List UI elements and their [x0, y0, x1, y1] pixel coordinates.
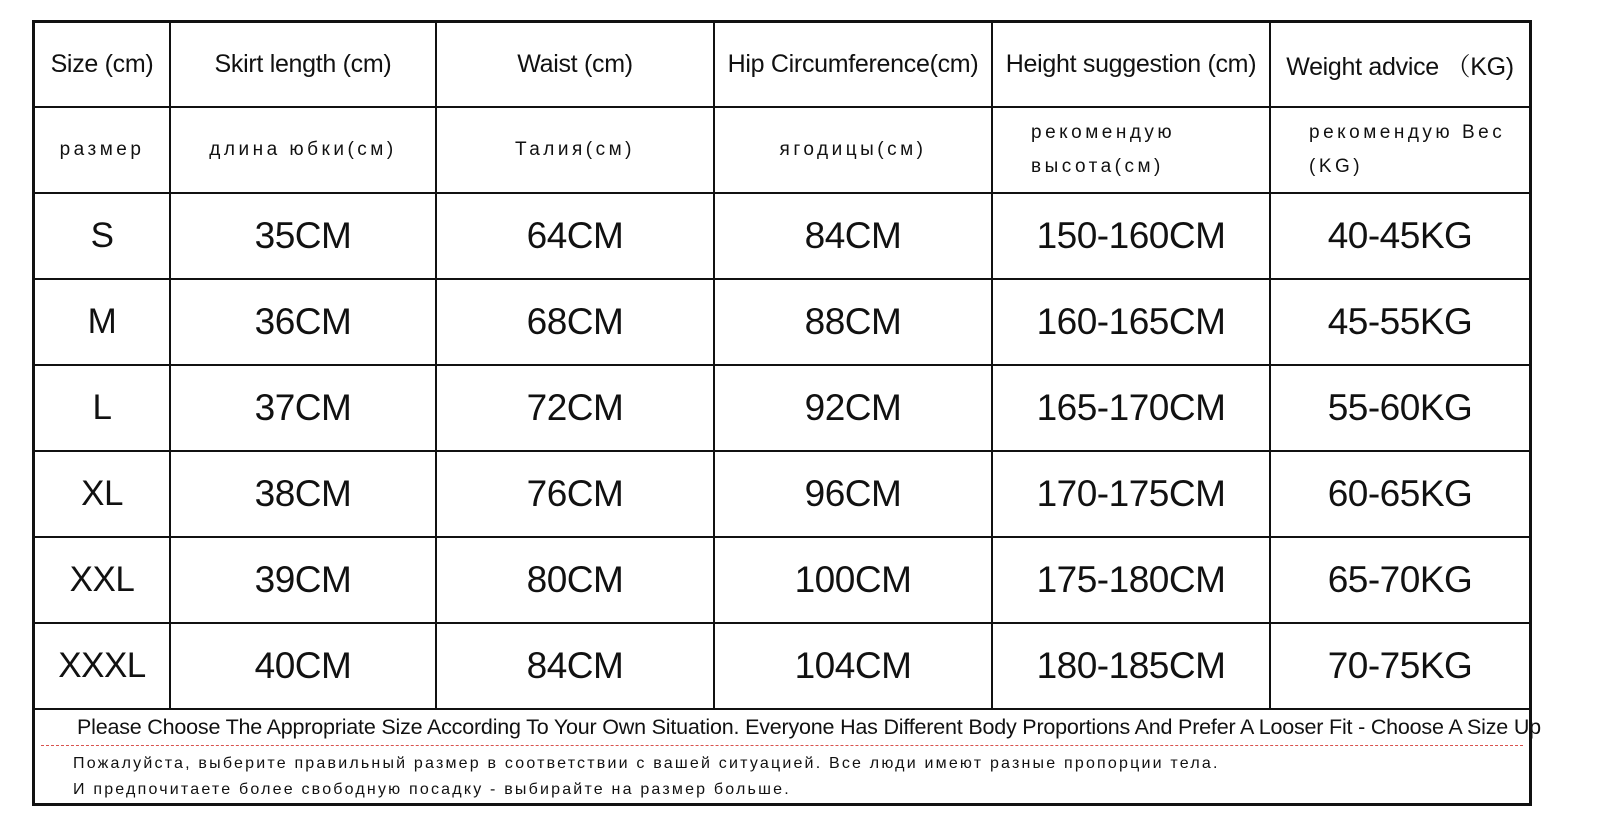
skirt-length-cell: 36CM — [170, 279, 436, 365]
size-notes — [35, 705, 1541, 803]
weight-cell: 70-75KG — [1270, 623, 1529, 709]
height-cell: 180-185CM — [992, 623, 1270, 709]
height-cell: 175-180CM — [992, 537, 1270, 623]
height-cell: 160-165CM — [992, 279, 1270, 365]
header-ru-size: размер — [35, 107, 170, 193]
hip-cell: 104CM — [714, 623, 992, 709]
waist-cell: 80CM — [436, 537, 714, 623]
weight-cell: 55-60KG — [1270, 365, 1529, 451]
size-cell: XXL — [35, 537, 170, 623]
weight-cell: 45-55KG — [1270, 279, 1529, 365]
weight-cell: 40-45KG — [1270, 193, 1529, 279]
header-ru-waist: Талия(см) — [436, 107, 714, 193]
waist-cell: 76CM — [436, 451, 714, 537]
height-cell: 165-170CM — [992, 365, 1270, 451]
header-weight-advice: Weight advice （KG) — [1270, 23, 1529, 107]
skirt-length-cell: 37CM — [170, 365, 436, 451]
header-waist: Waist (cm) — [436, 23, 714, 107]
header-ru-skirt-length: длина юбки(см) — [170, 107, 436, 193]
hip-cell: 92CM — [714, 365, 992, 451]
size-table — [35, 23, 1529, 710]
height-cell: 150-160CM — [992, 193, 1270, 279]
header-height-suggestion: Height suggestion (cm) — [992, 23, 1270, 107]
waist-cell: 84CM — [436, 623, 714, 709]
hip-cell: 100CM — [714, 537, 992, 623]
header-skirt-length: Skirt length (cm) — [170, 23, 436, 107]
note-divider — [41, 745, 1523, 746]
size-cell: XXXL — [35, 623, 170, 709]
header-ru-weight: рекомендую Вес (KG) — [1270, 107, 1529, 193]
note-english: Please Choose The Appropriate Size According To Your Own Situation. Everyone Has Different Body Proportions And Prefer A Looser Fit - Choose A Size Up — [77, 715, 1541, 739]
waist-cell: 72CM — [436, 365, 714, 451]
skirt-length-cell: 39CM — [170, 537, 436, 623]
size-cell: S — [35, 193, 170, 279]
header-ru-hips: ягодицы(см) — [714, 107, 992, 193]
weight-cell: 60-65KG — [1270, 451, 1529, 537]
size-chart — [32, 20, 1541, 806]
skirt-length-cell: 40CM — [170, 623, 436, 709]
header-row-russian — [35, 107, 1529, 193]
size-cell: M — [35, 279, 170, 365]
skirt-length-cell: 35CM — [170, 193, 436, 279]
table-row — [35, 623, 1529, 709]
table-row — [35, 365, 1529, 451]
header-row-english — [35, 23, 1529, 107]
note-russian-line-2: И предпочитаете более свободную посадку - выбирайте на размер больше. — [73, 781, 791, 798]
weight-cell: 65-70KG — [1270, 537, 1529, 623]
skirt-length-cell: 38CM — [170, 451, 436, 537]
table-row — [35, 451, 1529, 537]
table-row — [35, 279, 1529, 365]
waist-cell: 68CM — [436, 279, 714, 365]
hip-cell: 88CM — [714, 279, 992, 365]
table-row — [35, 537, 1529, 623]
size-cell: XL — [35, 451, 170, 537]
hip-cell: 96CM — [714, 451, 992, 537]
hip-cell: 84CM — [714, 193, 992, 279]
waist-cell: 64CM — [436, 193, 714, 279]
header-size: Size (cm) — [35, 23, 170, 107]
header-ru-height: рекомендую высота(см) — [992, 107, 1270, 193]
size-cell: L — [35, 365, 170, 451]
header-hip-circumference: Hip Circumference(cm) — [714, 23, 992, 107]
height-cell: 170-175CM — [992, 451, 1270, 537]
table-row — [35, 193, 1529, 279]
note-russian-line-1: Пожалуйста, выберите правильный размер в соответствии с вашей ситуацией. Все люди имеют разные пропорции тела. — [73, 755, 1220, 772]
